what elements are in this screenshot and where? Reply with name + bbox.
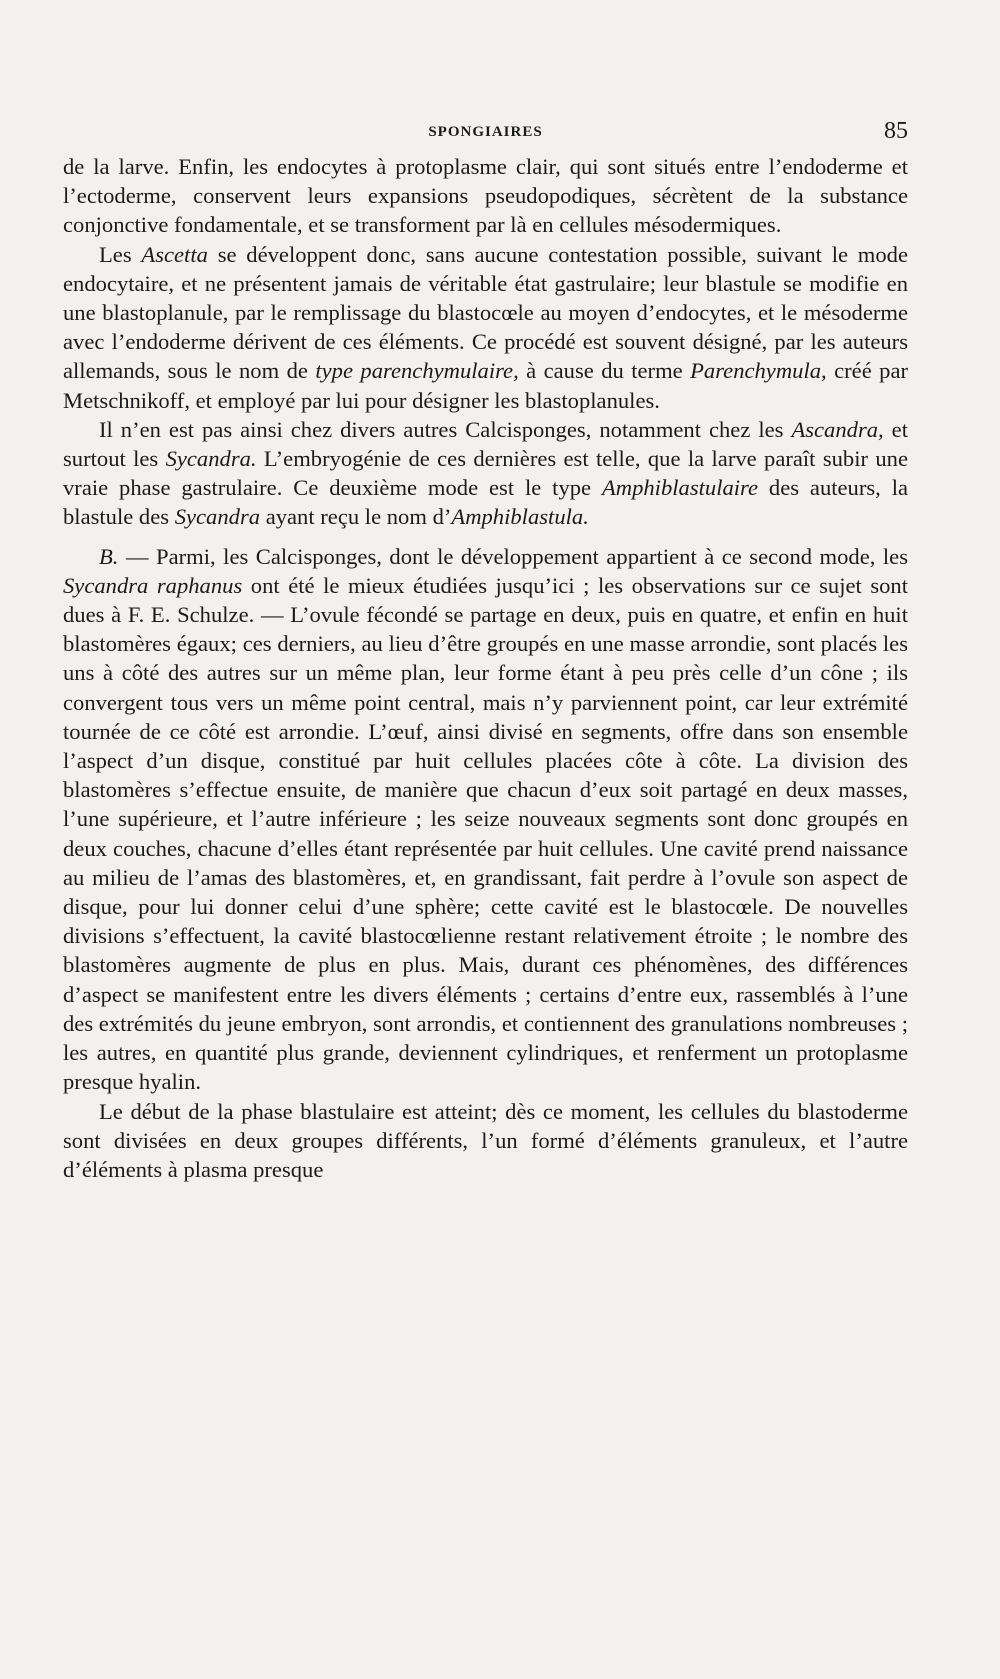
italic-term: Parenchymula,	[690, 358, 827, 384]
text-run: — Parmi, les Calcisponges, dont le développement appartient à ce second mode, les	[118, 543, 908, 569]
text-run: ont été le mieux étudiées jusqu’ici ; les observations sur ce sujet sont dues à F. E. Schulze. — L’ovule fécondé se partage en deux, puis en quatre, et enfin en huit blastomères égaux; ces derniers, au lieu d’être groupés en une masse arrondie, sont placés les uns à côté des autres sur un même plan, leur forme étant à peu près celle d’un cône ; ils convergent tous vers un même point central, mais n’y parviennent point, car leur extrémité tournée de ce côté est arrondie. L’œuf, ainsi divisé en segments, offre dans son ensemble l’aspect d’un disque, constitué par huit cellules placées côte à côte. La division des blastomères s’effectue ensuite, de manière que chacun d’eux soit partagé en deux masses, l’une supérieure, et l’autre inférieure ; les seize nouveaux segments sont donc groupés en deux couches, chacune d’elles étant représentée par huit cellules. Une cavité prend naissance au milieu de l’amas des blastomères, et, en grandissant, fait perdre à l’ovule son aspect de disque, pour lui donner celui d’une sphère; cette cavité est le blastocœle. De nouvelles divisions s’effectuent, la cavité blastocœlienne restant relativement étroite ; le nombre des blastomères augmente de plus en plus. Mais, durant ces phénomènes, des différences d’aspect se manifestent entre les divers éléments ; certains d’entre eux, rassemblés à l’une des extrémités du jeune embryon, sont arrondis, et contiennent des granulations nombreuses ; les autres, en quantité plus grande, deviennent cylindriques, et renferment un protoplasme presque hyalin.	[63, 572, 908, 1095]
paragraph-blastulaire	[63, 1097, 908, 1185]
text-run: de la larve. Enfin, les endocytes à protoplasme clair, qui sont situés entre l’endoderme et l’ectoderme, conservent leurs expansions pseudopodiques, sécrètent de la substance conjonctive fondamentale, et se transforment par là en cellules mésodermiques.	[63, 154, 908, 238]
running-title: SPONGIAIRES	[428, 124, 543, 140]
paragraph-calcisponges	[63, 415, 908, 532]
italic-term: Ascetta	[141, 241, 208, 267]
text-run: Le début de la phase blastulaire est atteint; dès ce moment, les cellules du blastoderme sont divisées en deux groupes différents, l’un formé d’éléments granuleux, et l’autre d’éléments à plasma presque	[63, 1098, 908, 1182]
italic-term: Amphiblastula.	[451, 504, 589, 530]
body-text	[63, 152, 908, 1184]
paragraph-section-b	[63, 542, 908, 1097]
text-run: Les	[99, 241, 142, 267]
italic-term: Sycandra	[174, 504, 261, 530]
italic-term: type parenchymulaire,	[315, 358, 519, 384]
text-run: créé par Metschnikoff, et employé par lui pour désigner les blastoplanules.	[63, 358, 908, 413]
italic-term: Sycandra raphanus	[63, 572, 243, 598]
text-run: ayant reçu le nom d’	[260, 504, 452, 530]
paragraph-ascetta	[63, 240, 908, 415]
italic-term: Sycandra.	[165, 446, 257, 472]
italic-term: Ascandra,	[791, 416, 884, 442]
running-header	[63, 118, 908, 148]
page-number: 85	[884, 118, 908, 144]
section-marker: B.	[99, 543, 119, 569]
italic-term: Amphiblastulaire	[601, 475, 759, 501]
text-run: des auteurs, la blastule des	[63, 475, 908, 530]
text-run: et surtout les	[63, 416, 908, 472]
text-run: L’embryogénie de ces dernières est telle, que la larve paraît subir une vraie phase gastrulaire. Ce deuxième mode est le type	[63, 446, 908, 501]
paragraph-continuation	[63, 152, 908, 240]
text-run: à cause du terme	[518, 358, 691, 384]
text-run: Il n’en est pas ainsi chez divers autres Calcisponges, notamment chez les	[99, 416, 792, 442]
text-run: se développent donc, sans aucune contestation possible, suivant le mode endocytaire, et ne présentent jamais de véritable état gastrulaire; leur blastule se modifie en une blastoplanule, par le remplissage du blastocœle au moyen d’endocytes, et le mésoderme avec l’endoderme dérivent de ces éléments. Ce procédé est souvent désigné, par les auteurs allemands, sous le nom de	[63, 241, 908, 384]
